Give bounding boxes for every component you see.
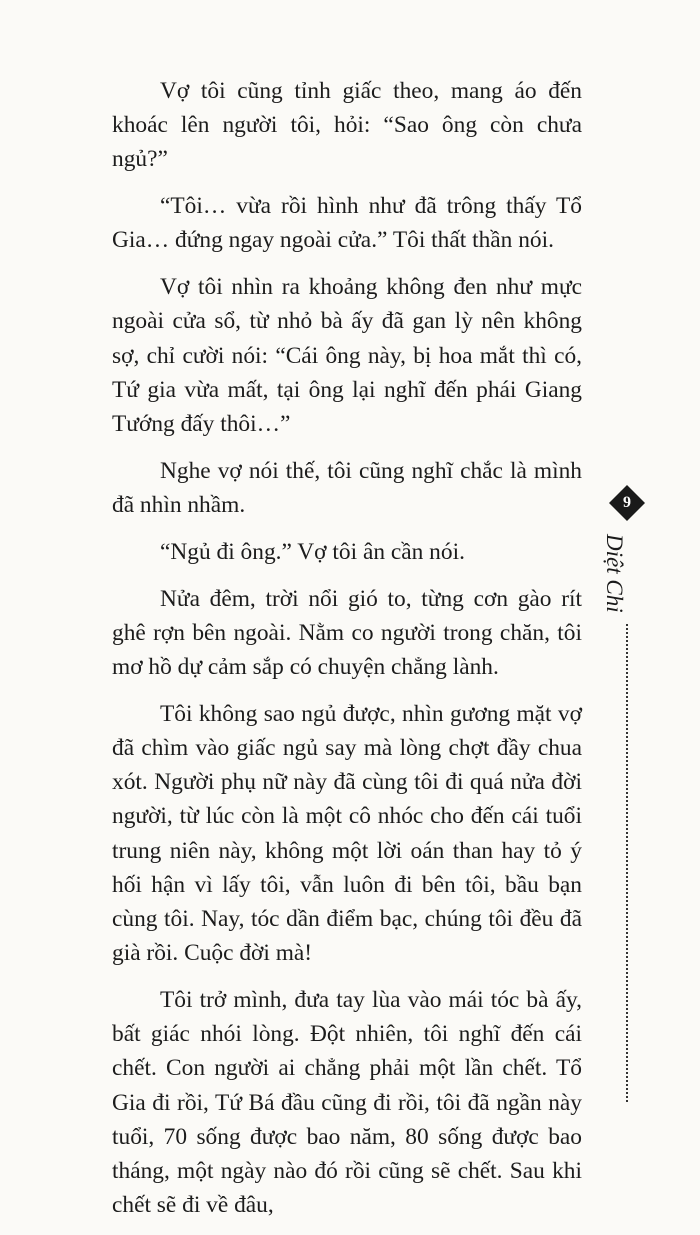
- paragraph: Tôi trở mình, đưa tay lùa vào mái tóc bà ấy, bất giác nhói lòng. Đột nhiên, tôi nghĩ đến cái chết. Con người ai chẳng phải một lần chết. Tổ Gia đi rồi, Tứ Bá đầu cũng đi rồi, tôi đã ngần này tuổi, 70 sống được bao năm, 80 sống được bao tháng, một ngày nào đó rồi cũng sẽ chết. Sau khi chết sẽ đi về đâu,: [112, 987, 582, 1219]
- paragraph: “Ngủ đi ông.” Vợ tôi ân cần nói.: [160, 538, 465, 565]
- chapter-title: Diệt Chi: [602, 534, 627, 613]
- dotted-divider: [626, 624, 628, 1102]
- paragraph: Nghe vợ nói thế, tôi cũng nghĩ chắc là mình đã nhìn nhầm.: [112, 457, 582, 519]
- paragraph: Tôi không sao ngủ được, nhìn gương mặt vợ đã chìm vào giấc ngủ say mà lòng chợt đầy chua xót. Người phụ nữ này đã cùng tôi đi quá nửa đời người, từ lúc còn là một cô nhóc cho đến cái tuổi trung niên này, không một lời oán than hay tỏ ý hối hận vì lấy tôi, vẫn luôn đi bên tôi, bầu bạn cùng tôi. Nay, tóc dần điểm bạc, chúng tôi đều đã già rồi. Cuộc đời mà!: [112, 700, 582, 967]
- page-number: 9: [623, 494, 631, 511]
- side-margin: [600, 0, 670, 1119]
- page-number-badge: [609, 485, 645, 521]
- body-text: [112, 74, 582, 1235]
- paragraph: Vợ tôi nhìn ra khoảng không đen như mực ngoài cửa sổ, từ nhỏ bà ấy đã gan lỳ nên không sợ, chỉ cười nói: “Cái ông này, bị hoa mắt thì có, Tứ gia vừa mất, tại ông lại nghĩ đến phái Giang Tướng đấy thôi…”: [112, 274, 582, 438]
- paragraph: “Tôi… vừa rồi hình như đã trông thấy Tổ Gia… đứng ngay ngoài cửa.” Tôi thất thần nói.: [112, 193, 582, 254]
- paragraph: Nửa đêm, trời nổi gió to, từng cơn gào rít ghê rợn bên ngoài. Nằm co người trong chăn, tôi mơ hồ dự cảm sắp có chuyện chẳng lành.: [112, 585, 582, 681]
- paragraph: Vợ tôi cũng tỉnh giấc theo, mang áo đến khoác lên người tôi, hỏi: “Sao ông còn chưa ngủ?”: [112, 78, 582, 173]
